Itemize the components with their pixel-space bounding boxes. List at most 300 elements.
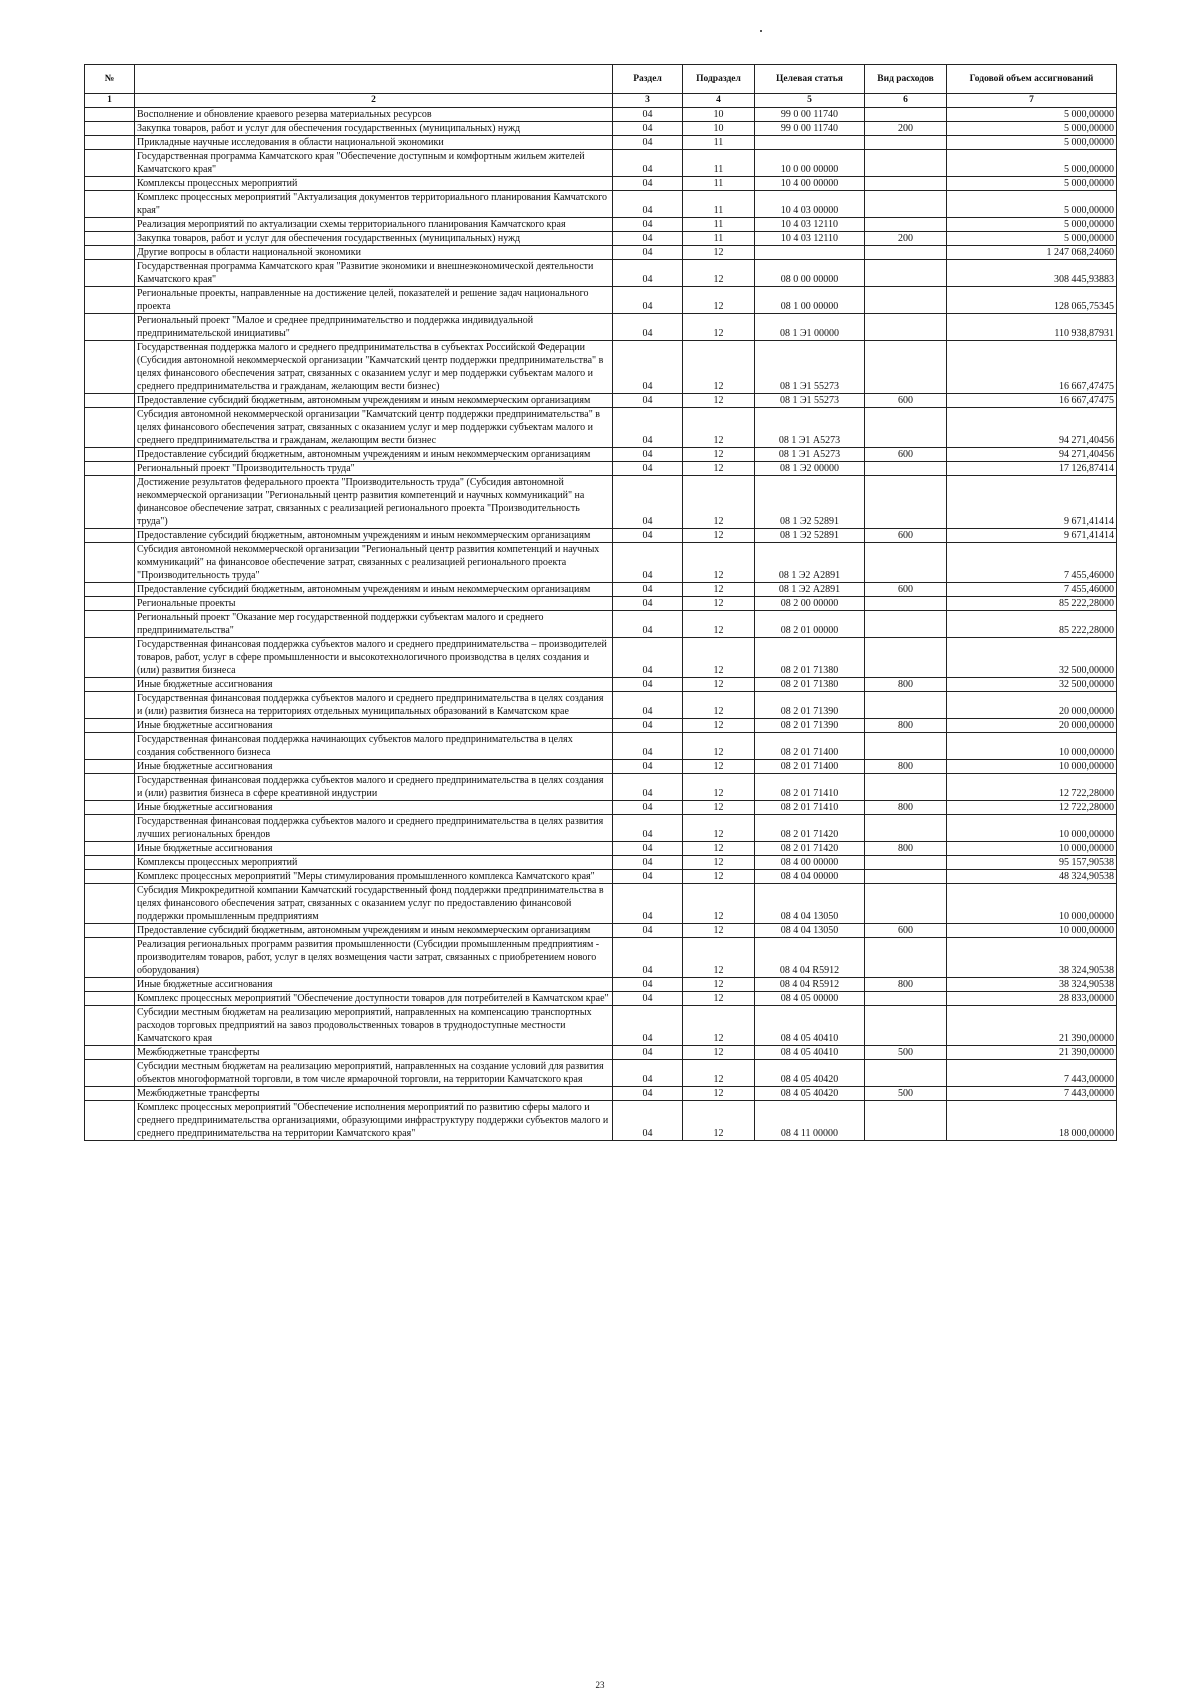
row-expense-type [865, 462, 947, 476]
row-subsection: 12 [683, 1087, 755, 1101]
row-section: 04 [613, 884, 683, 924]
row-target: 08 1 Э1 00000 [755, 314, 865, 341]
column-number: 4 [683, 94, 755, 108]
table-row [85, 246, 1117, 260]
row-target: 08 4 05 40410 [755, 1046, 865, 1060]
row-expense-type [865, 856, 947, 870]
table-row [85, 597, 1117, 611]
row-amount: 5 000,00000 [947, 150, 1117, 177]
row-target: 08 2 01 71420 [755, 842, 865, 856]
table-row [85, 108, 1117, 122]
row-section: 04 [613, 924, 683, 938]
row-expense-type: 600 [865, 529, 947, 543]
row-subsection: 11 [683, 150, 755, 177]
row-name: Государственная финансовая поддержка субъектов малого и среднего предпринимательства – производителей товаров, работ, услуг в сфере промышленности и высокотехнологичного производства в целях создания и (или) развития бизнеса [135, 638, 613, 678]
row-amount: 17 126,87414 [947, 462, 1117, 476]
row-target: 08 4 05 00000 [755, 992, 865, 1006]
row-target: 08 4 00 00000 [755, 856, 865, 870]
row-subsection: 12 [683, 260, 755, 287]
table-row [85, 529, 1117, 543]
table-row [85, 218, 1117, 232]
row-target: 08 1 Э2 52891 [755, 529, 865, 543]
row-subsection: 12 [683, 1046, 755, 1060]
table-row [85, 815, 1117, 842]
row-expense-type [865, 938, 947, 978]
row-number [85, 884, 135, 924]
row-subsection: 12 [683, 938, 755, 978]
row-number [85, 543, 135, 583]
row-target: 08 2 01 71420 [755, 815, 865, 842]
row-subsection: 12 [683, 870, 755, 884]
row-subsection: 10 [683, 122, 755, 136]
row-expense-type [865, 884, 947, 924]
row-expense-type [865, 476, 947, 529]
row-number [85, 1101, 135, 1141]
row-expense-type [865, 611, 947, 638]
row-subsection: 12 [683, 408, 755, 448]
row-expense-type [865, 136, 947, 150]
row-expense-type [865, 815, 947, 842]
row-subsection: 12 [683, 314, 755, 341]
row-number [85, 597, 135, 611]
row-expense-type [865, 1006, 947, 1046]
row-number [85, 692, 135, 719]
table-row [85, 136, 1117, 150]
table-row [85, 733, 1117, 760]
row-number [85, 638, 135, 678]
row-amount: 10 000,00000 [947, 815, 1117, 842]
row-name: Субсидия автономной некоммерческой организации "Региональный центр развития компетенций и научных коммуникаций" на финансовое обеспечение затрат, связанных с реализацией регионального проекта "Производительность труда" [135, 543, 613, 583]
row-section: 04 [613, 842, 683, 856]
row-number [85, 1060, 135, 1087]
row-subsection: 12 [683, 611, 755, 638]
row-subsection: 12 [683, 801, 755, 815]
row-subsection: 12 [683, 884, 755, 924]
row-name: Государственная программа Камчатского края "Обеспечение доступным и комфортным жильем жителей Камчатского края" [135, 150, 613, 177]
row-subsection: 10 [683, 108, 755, 122]
row-section: 04 [613, 870, 683, 884]
row-section: 04 [613, 815, 683, 842]
row-expense-type: 600 [865, 583, 947, 597]
table-row [85, 408, 1117, 448]
row-target: 10 4 03 00000 [755, 191, 865, 218]
row-subsection: 12 [683, 448, 755, 462]
row-expense-type: 800 [865, 760, 947, 774]
row-target: 08 1 Э2 52891 [755, 476, 865, 529]
row-section: 04 [613, 341, 683, 394]
row-subsection: 12 [683, 992, 755, 1006]
row-number [85, 108, 135, 122]
row-section: 04 [613, 760, 683, 774]
row-amount: 10 000,00000 [947, 733, 1117, 760]
row-amount: 18 000,00000 [947, 1101, 1117, 1141]
row-name: Комплексы процессных мероприятий [135, 856, 613, 870]
row-number [85, 136, 135, 150]
table-row [85, 1087, 1117, 1101]
row-target: 08 2 01 71380 [755, 638, 865, 678]
table-row [85, 232, 1117, 246]
row-expense-type [865, 597, 947, 611]
table-row [85, 583, 1117, 597]
row-number [85, 232, 135, 246]
row-amount: 94 271,40456 [947, 408, 1117, 448]
row-section: 04 [613, 1046, 683, 1060]
row-expense-type [865, 218, 947, 232]
table-row [85, 774, 1117, 801]
row-expense-type [865, 177, 947, 191]
row-section: 04 [613, 136, 683, 150]
row-subsection: 12 [683, 476, 755, 529]
row-expense-type: 500 [865, 1046, 947, 1060]
budget-document [84, 64, 1116, 1141]
row-target: 08 2 01 00000 [755, 611, 865, 638]
row-section: 04 [613, 1087, 683, 1101]
row-amount: 7 455,46000 [947, 583, 1117, 597]
header-section: Раздел [613, 65, 683, 94]
row-subsection: 11 [683, 218, 755, 232]
row-expense-type: 200 [865, 122, 947, 136]
row-subsection: 12 [683, 246, 755, 260]
row-number [85, 529, 135, 543]
row-number [85, 1006, 135, 1046]
row-target: 10 4 03 12110 [755, 218, 865, 232]
row-expense-type [865, 287, 947, 314]
row-amount: 308 445,93883 [947, 260, 1117, 287]
row-amount: 9 671,41414 [947, 476, 1117, 529]
row-expense-type: 600 [865, 394, 947, 408]
row-expense-type [865, 774, 947, 801]
table-row [85, 692, 1117, 719]
row-name: Комплексы процессных мероприятий [135, 177, 613, 191]
row-target: 08 1 Э1 А5273 [755, 448, 865, 462]
row-target: 08 2 00 00000 [755, 597, 865, 611]
row-amount: 32 500,00000 [947, 638, 1117, 678]
column-number: 6 [865, 94, 947, 108]
row-name: Предоставление субсидий бюджетным, автономным учреждениям и иным некоммерческим организациям [135, 394, 613, 408]
row-section: 04 [613, 260, 683, 287]
row-number [85, 177, 135, 191]
header-target: Целевая статья [755, 65, 865, 94]
row-number [85, 408, 135, 448]
row-target: 08 4 04 13050 [755, 884, 865, 924]
row-target: 08 4 04 00000 [755, 870, 865, 884]
row-number [85, 246, 135, 260]
row-name: Другие вопросы в области национальной экономики [135, 246, 613, 260]
row-subsection: 12 [683, 978, 755, 992]
row-subsection: 12 [683, 760, 755, 774]
row-expense-type: 800 [865, 678, 947, 692]
row-subsection: 11 [683, 232, 755, 246]
row-number [85, 583, 135, 597]
row-number [85, 218, 135, 232]
table-row [85, 462, 1117, 476]
column-number: 5 [755, 94, 865, 108]
table-row [85, 1101, 1117, 1141]
table-row [85, 992, 1117, 1006]
table-row [85, 476, 1117, 529]
row-expense-type: 800 [865, 719, 947, 733]
row-subsection: 12 [683, 529, 755, 543]
row-name: Субсидии местным бюджетам на реализацию мероприятий, направленных на компенсацию транспортных расходов торговых предприятий на завоз продовольственных товаров в труднодоступные местности Камчатского края [135, 1006, 613, 1046]
row-amount: 7 455,46000 [947, 543, 1117, 583]
row-name: Иные бюджетные ассигнования [135, 678, 613, 692]
row-name: Региональный проект "Оказание мер государственной поддержки субъектам малого и среднего предпринимательства" [135, 611, 613, 638]
row-amount: 10 000,00000 [947, 924, 1117, 938]
row-target: 08 1 00 00000 [755, 287, 865, 314]
row-name: Иные бюджетные ассигнования [135, 842, 613, 856]
row-target: 10 0 00 00000 [755, 150, 865, 177]
row-expense-type [865, 314, 947, 341]
row-subsection: 12 [683, 638, 755, 678]
row-number [85, 448, 135, 462]
row-name: Субсидия Микрокредитной компании Камчатский государственный фонд поддержки предпринимательства в целях финансового обеспечения затрат, связанных с оказанием услуг по предоставлению финансовой поддержки промышленным предприятиям [135, 884, 613, 924]
row-subsection: 12 [683, 719, 755, 733]
row-target: 08 4 04 13050 [755, 924, 865, 938]
row-target: 08 2 01 71410 [755, 801, 865, 815]
row-amount: 5 000,00000 [947, 177, 1117, 191]
row-amount: 48 324,90538 [947, 870, 1117, 884]
row-amount: 38 324,90538 [947, 938, 1117, 978]
table-row [85, 191, 1117, 218]
row-expense-type [865, 543, 947, 583]
table-row [85, 448, 1117, 462]
row-number [85, 774, 135, 801]
row-number [85, 341, 135, 394]
row-section: 04 [613, 408, 683, 448]
row-subsection: 12 [683, 597, 755, 611]
row-name: Комплекс процессных мероприятий "Меры стимулирования промышленного комплекса Камчатского края" [135, 870, 613, 884]
row-expense-type [865, 1060, 947, 1087]
row-subsection: 12 [683, 462, 755, 476]
row-name: Закупка товаров, работ и услуг для обеспечения государственных (муниципальных) нужд [135, 122, 613, 136]
row-number [85, 760, 135, 774]
row-expense-type: 800 [865, 842, 947, 856]
row-target: 08 4 04 R5912 [755, 938, 865, 978]
row-amount: 10 000,00000 [947, 760, 1117, 774]
page-number: 23 [595, 1680, 605, 1690]
row-number [85, 815, 135, 842]
row-section: 04 [613, 314, 683, 341]
table-row [85, 870, 1117, 884]
row-section: 04 [613, 856, 683, 870]
row-number [85, 870, 135, 884]
row-section: 04 [613, 774, 683, 801]
row-name: Иные бюджетные ассигнования [135, 760, 613, 774]
table-row [85, 801, 1117, 815]
row-amount: 28 833,00000 [947, 992, 1117, 1006]
table-row [85, 924, 1117, 938]
row-amount: 20 000,00000 [947, 692, 1117, 719]
row-section: 04 [613, 529, 683, 543]
row-name: Региональный проект "Производительность труда" [135, 462, 613, 476]
row-subsection: 12 [683, 692, 755, 719]
row-section: 04 [613, 462, 683, 476]
row-name: Иные бюджетные ассигнования [135, 719, 613, 733]
table-row [85, 394, 1117, 408]
row-amount: 85 222,28000 [947, 611, 1117, 638]
column-number-row [85, 94, 1117, 108]
row-expense-type [865, 260, 947, 287]
row-amount: 16 667,47475 [947, 341, 1117, 394]
table-row [85, 122, 1117, 136]
table-row [85, 314, 1117, 341]
row-name: Региональные проекты, направленные на достижение целей, показателей и решение задач национального проекта [135, 287, 613, 314]
row-amount: 20 000,00000 [947, 719, 1117, 733]
row-expense-type: 800 [865, 801, 947, 815]
row-target: 08 1 Э2 А2891 [755, 543, 865, 583]
row-number [85, 1087, 135, 1101]
row-section: 04 [613, 246, 683, 260]
row-subsection: 12 [683, 856, 755, 870]
row-amount: 10 000,00000 [947, 842, 1117, 856]
row-section: 04 [613, 232, 683, 246]
row-expense-type [865, 108, 947, 122]
row-number [85, 856, 135, 870]
row-amount: 5 000,00000 [947, 232, 1117, 246]
row-section: 04 [613, 692, 683, 719]
row-name: Государственная программа Камчатского края "Развитие экономики и внешнеэкономической деятельности Камчатского края" [135, 260, 613, 287]
row-name: Предоставление субсидий бюджетным, автономным учреждениям и иным некоммерческим организациям [135, 529, 613, 543]
row-expense-type [865, 692, 947, 719]
row-subsection: 12 [683, 1006, 755, 1046]
row-name: Достижение результатов федерального проекта "Производительность труда" (Субсидия автономной некоммерческой организации "Региональный центр развития компетенций и научных коммуникаций" на финансовое обеспечение затрат, связанных с реализацией регионального проекта "Производительность труда") [135, 476, 613, 529]
header-expense-type: Вид расходов [865, 65, 947, 94]
row-amount: 5 000,00000 [947, 122, 1117, 136]
table-row [85, 678, 1117, 692]
row-name: Реализация региональных программ развития промышленности (Субсидии промышленным предприятиям - производителям товаров, работ, услуг в целях возмещения части затрат, связанных с приобретением нового оборудования) [135, 938, 613, 978]
row-section: 04 [613, 938, 683, 978]
row-section: 04 [613, 583, 683, 597]
row-expense-type [865, 992, 947, 1006]
row-name: Региональные проекты [135, 597, 613, 611]
row-target: 08 4 05 40420 [755, 1060, 865, 1087]
row-amount: 5 000,00000 [947, 191, 1117, 218]
row-section: 04 [613, 733, 683, 760]
row-target [755, 246, 865, 260]
row-section: 04 [613, 678, 683, 692]
row-name: Государственная финансовая поддержка субъектов малого и среднего предпринимательства в целях создания и (или) развития бизнеса на территориях отдельных муниципальных образований в Камчатском крае [135, 692, 613, 719]
table-row [85, 638, 1117, 678]
row-section: 04 [613, 177, 683, 191]
row-number [85, 719, 135, 733]
row-subsection: 12 [683, 583, 755, 597]
row-section: 04 [613, 122, 683, 136]
row-number [85, 122, 135, 136]
table-body [85, 108, 1117, 1141]
row-name: Комплекс процессных мероприятий "Обеспечение исполнения мероприятий по развитию сферы малого и среднего предпринимательства организациями, образующими инфраструктуру поддержки субъектов малого и среднего предпринимательства на территории Камчатского края" [135, 1101, 613, 1141]
row-expense-type: 800 [865, 978, 947, 992]
row-expense-type [865, 341, 947, 394]
row-subsection: 12 [683, 842, 755, 856]
row-amount: 7 443,00000 [947, 1060, 1117, 1087]
row-target: 99 0 00 11740 [755, 122, 865, 136]
row-number [85, 1046, 135, 1060]
row-amount: 85 222,28000 [947, 597, 1117, 611]
row-expense-type [865, 638, 947, 678]
row-name: Предоставление субсидий бюджетным, автономным учреждениям и иным некоммерческим организациям [135, 924, 613, 938]
row-number [85, 992, 135, 1006]
row-subsection: 12 [683, 287, 755, 314]
table-row [85, 611, 1117, 638]
row-subsection: 12 [683, 543, 755, 583]
table-row [85, 719, 1117, 733]
column-number: 1 [85, 94, 135, 108]
row-target: 08 1 Э2 А2891 [755, 583, 865, 597]
column-number: 2 [135, 94, 613, 108]
row-amount: 12 722,28000 [947, 774, 1117, 801]
row-target: 08 4 11 00000 [755, 1101, 865, 1141]
row-section: 04 [613, 150, 683, 177]
row-section: 04 [613, 638, 683, 678]
row-number [85, 462, 135, 476]
row-amount: 5 000,00000 [947, 218, 1117, 232]
row-amount: 94 271,40456 [947, 448, 1117, 462]
table-row [85, 177, 1117, 191]
row-section: 04 [613, 992, 683, 1006]
row-section: 04 [613, 218, 683, 232]
row-section: 04 [613, 287, 683, 314]
row-section: 04 [613, 191, 683, 218]
row-number [85, 287, 135, 314]
row-amount: 5 000,00000 [947, 108, 1117, 122]
row-amount: 32 500,00000 [947, 678, 1117, 692]
row-name: Закупка товаров, работ и услуг для обеспечения государственных (муниципальных) нужд [135, 232, 613, 246]
row-target: 08 2 01 71400 [755, 733, 865, 760]
row-target: 10 4 00 00000 [755, 177, 865, 191]
row-name: Межбюджетные трансферты [135, 1087, 613, 1101]
row-expense-type: 600 [865, 448, 947, 462]
row-subsection: 12 [683, 815, 755, 842]
row-target: 08 4 05 40410 [755, 1006, 865, 1046]
row-amount: 128 065,75345 [947, 287, 1117, 314]
row-subsection: 12 [683, 774, 755, 801]
row-name: Иные бюджетные ассигнования [135, 978, 613, 992]
row-target: 08 2 01 71400 [755, 760, 865, 774]
row-expense-type [865, 150, 947, 177]
table-row [85, 1046, 1117, 1060]
row-expense-type [865, 246, 947, 260]
table-row [85, 978, 1117, 992]
row-amount: 10 000,00000 [947, 884, 1117, 924]
row-expense-type [865, 408, 947, 448]
table-row [85, 341, 1117, 394]
row-expense-type: 200 [865, 232, 947, 246]
row-subsection: 12 [683, 1101, 755, 1141]
row-amount: 12 722,28000 [947, 801, 1117, 815]
row-section: 04 [613, 801, 683, 815]
row-section: 04 [613, 1101, 683, 1141]
row-number [85, 476, 135, 529]
table-row [85, 1006, 1117, 1046]
row-section: 04 [613, 543, 683, 583]
row-name: Субсидия автономной некоммерческой организации "Камчатский центр поддержки предпринимательства" в целях финансового обеспечения затрат, связанных с оказанием услуг и мер поддержки субъектам малого и среднего предпринимательства и гражданам, желающим вести бизнес [135, 408, 613, 448]
table-row [85, 842, 1117, 856]
row-subsection: 11 [683, 191, 755, 218]
row-section: 04 [613, 476, 683, 529]
row-target: 08 2 01 71380 [755, 678, 865, 692]
table-row [85, 150, 1117, 177]
row-number [85, 924, 135, 938]
row-amount: 9 671,41414 [947, 529, 1117, 543]
row-section: 04 [613, 719, 683, 733]
row-target: 08 2 01 71410 [755, 774, 865, 801]
row-amount: 1 247 068,24060 [947, 246, 1117, 260]
row-number [85, 678, 135, 692]
row-section: 04 [613, 597, 683, 611]
row-number [85, 150, 135, 177]
row-subsection: 12 [683, 678, 755, 692]
row-subsection: 11 [683, 177, 755, 191]
